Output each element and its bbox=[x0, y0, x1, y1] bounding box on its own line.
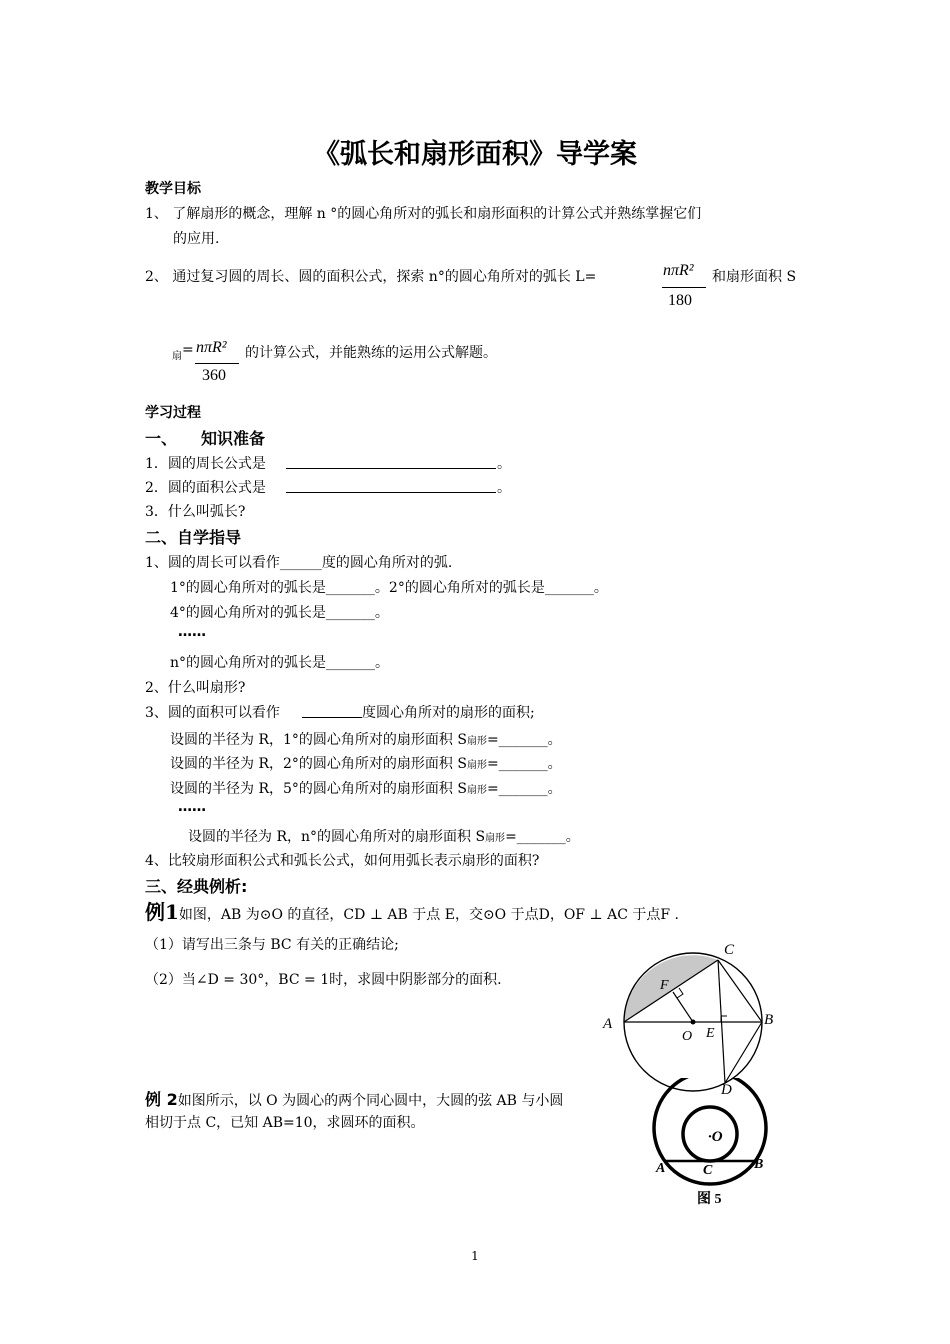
guide-3d bbox=[188, 826, 580, 846]
sector-sub-label: 扇形 bbox=[466, 785, 487, 796]
chord-bd bbox=[725, 1022, 762, 1083]
center-dot bbox=[691, 1020, 696, 1025]
example-1-figure bbox=[598, 938, 798, 1100]
example-1-question-2: （2）当∠D = 30°，BC = 1时，求圆中阴影部分的面积. bbox=[145, 972, 502, 988]
section-1-heading: 一、 知识准备 bbox=[145, 429, 266, 448]
label-a: A bbox=[603, 1016, 613, 1032]
guide-3a-tail: =_______。 bbox=[486, 732, 562, 748]
sector-area-fraction-bar bbox=[195, 363, 239, 364]
segment-of bbox=[673, 992, 693, 1022]
guide-3c bbox=[170, 778, 562, 798]
example-2-text-1: 如图所示，以 O 为圆心的两个同心圆中，大圆的弦 AB 与小圆 bbox=[177, 1093, 564, 1109]
guide-3b bbox=[170, 753, 562, 773]
example-1-text: 如图，AB 为⊙O 的直径，CD ⊥ AB 于点 E，交⊙O 于点D，OF ⊥ AC 于点F . bbox=[178, 907, 679, 923]
guide-3b-tail: =_______。 bbox=[486, 756, 562, 772]
sector-sub-label: 扇形 bbox=[485, 833, 506, 844]
guide-4: 4、比较扇形面积公式和弧长公式，如何用弧长表示扇形的面积? bbox=[145, 853, 540, 869]
sector-equals: = bbox=[182, 342, 194, 358]
sector-sub-label: 扇形 bbox=[466, 736, 487, 747]
label-d: D bbox=[721, 1082, 732, 1098]
sector-subscript: 扇 bbox=[172, 351, 182, 362]
objective-2-text-b: 和扇形面积 S bbox=[712, 269, 797, 285]
example-1-statement bbox=[145, 896, 679, 925]
guide-3-a: 3、圆的面积可以看作 bbox=[145, 705, 280, 721]
example-2-line-2: 相切于点 C，已知 AB=10，求圆环的面积。 bbox=[145, 1115, 425, 1131]
section-2-heading: 二、自学指导 bbox=[145, 528, 242, 547]
label-c: C bbox=[724, 942, 735, 958]
guide-3a bbox=[170, 729, 562, 749]
right-angle-f bbox=[677, 988, 683, 998]
example-1-label: 例1 bbox=[145, 900, 179, 924]
label-f: F bbox=[660, 978, 669, 993]
guide-1c: n°的圆心角所对的弧长是_______。 bbox=[170, 655, 390, 671]
guide-3a-text: 设圆的半径为 R，1°的圆心角所对的扇形面积 S bbox=[170, 732, 467, 748]
guide-1b: 4°的圆心角所对的弧长是_______。 bbox=[170, 605, 389, 621]
figure-caption: 图 5 bbox=[697, 1192, 722, 1207]
guide-3d-text: 设圆的半径为 R，n°的圆心角所对的扇形面积 S bbox=[188, 829, 486, 845]
page-title: 《弧长和扇形面积》导学案 bbox=[313, 139, 637, 170]
guide-3-b: 度圆心角所对的扇形的面积; bbox=[362, 705, 535, 721]
question-1-end: 。 bbox=[497, 456, 511, 472]
answer-blank-2[interactable] bbox=[286, 492, 496, 493]
question-3: 3．什么叫弧长? bbox=[145, 504, 246, 520]
guide-3d-tail: =_______。 bbox=[505, 829, 580, 845]
question-1: 1．圆的周长公式是 bbox=[145, 456, 266, 472]
ellipsis-1: …… bbox=[178, 624, 206, 640]
answer-blank-1[interactable] bbox=[286, 468, 496, 469]
sector-area-numerator: nπR² bbox=[196, 339, 227, 356]
example-2-figure bbox=[648, 1078, 778, 1210]
sector-sub-label: 扇形 bbox=[466, 760, 487, 771]
label-b: B bbox=[754, 1157, 764, 1172]
guide-1a: 1°的圆心角所对的弧长是_______。2°的圆心角所对的弧长是_______。 bbox=[170, 580, 608, 596]
arc-length-numerator: nπR² bbox=[663, 262, 694, 279]
example-1-question-1: （1）请写出三条与 BC 有关的正确结论; bbox=[145, 937, 399, 953]
objective-1-line2: 的应用. bbox=[173, 231, 220, 247]
process-heading: 学习过程 bbox=[145, 405, 201, 421]
arc-length-fraction-bar bbox=[662, 287, 706, 288]
ellipsis-2: …… bbox=[178, 799, 206, 815]
question-2-end: 。 bbox=[497, 480, 511, 496]
sector-area-denominator: 360 bbox=[202, 367, 226, 384]
section-3-heading: 三、经典例析: bbox=[145, 877, 248, 896]
guide-3c-text: 设圆的半径为 R，5°的圆心角所对的扇形面积 S bbox=[170, 781, 467, 797]
guide-1: 1、圆的周长可以看作______度的圆心角所对的弧. bbox=[145, 555, 453, 571]
label-b: B bbox=[764, 1012, 774, 1028]
label-c: C bbox=[703, 1163, 713, 1178]
example-2-line-1 bbox=[145, 1087, 563, 1110]
guide-2: 2、什么叫扇形? bbox=[145, 680, 246, 696]
objective-2-text-a: 2、 通过复习圆的周长、圆的面积公式，探索 n°的圆心角所对的弧长 L= bbox=[145, 269, 597, 285]
label-o: ·O bbox=[708, 1129, 723, 1145]
question-2: 2．圆的面积公式是 bbox=[145, 480, 266, 496]
objectives-heading: 教学目标 bbox=[145, 181, 201, 197]
guide-3c-tail: =_______。 bbox=[486, 781, 562, 797]
answer-blank-3[interactable] bbox=[302, 717, 362, 718]
example-2-label: 例 2 bbox=[145, 1090, 178, 1109]
label-e: E bbox=[706, 1026, 715, 1041]
page-number: 1 bbox=[471, 1249, 479, 1263]
objective-2-text-c: 的计算公式，并能熟练的运用公式解题。 bbox=[245, 345, 497, 361]
guide-3b-text: 设圆的半径为 R，2°的圆心角所对的扇形面积 S bbox=[170, 756, 467, 772]
objective-1-line1: 1、 了解扇形的概念，理解 n °的圆心角所对的弧长和扇形面积的计算公式并熟练掌握它们 bbox=[145, 206, 702, 222]
label-a: A bbox=[656, 1161, 666, 1176]
arc-length-denominator: 180 bbox=[668, 292, 692, 309]
label-o: O bbox=[682, 1029, 693, 1044]
